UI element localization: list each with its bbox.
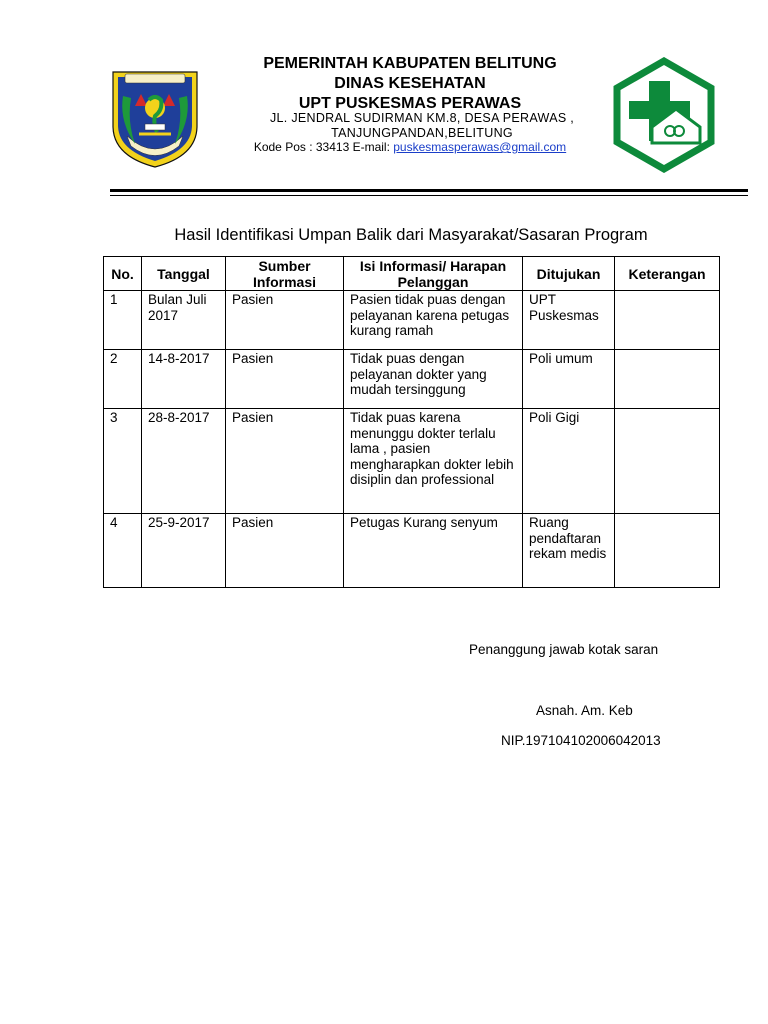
cell-isi: Tidak puas karena menunggu dokter terlalu lama , pasien mengharapkan dokter lebih disiplin dan professional [344, 409, 523, 514]
cell-isi: Petugas Kurang senyum [344, 514, 523, 588]
column-header-isi: Isi Informasi/ Harapan Pelanggan [344, 257, 523, 291]
cell-keterangan [615, 514, 720, 588]
cell-sumber: Pasien [226, 409, 344, 514]
kabupaten-belitung-emblem-icon [105, 66, 205, 170]
header-address-line1: JL. JENDRAL SUDIRMAN KM.8, DESA PERAWAS , [269, 111, 575, 125]
cell-isi: Pasien tidak puas dengan pelayanan karena petugas kurang ramah [344, 291, 523, 350]
column-header-keterangan: Keterangan [615, 257, 720, 291]
cell-keterangan [615, 350, 720, 409]
header-department: DINAS KESEHATAN [334, 75, 486, 92]
puskesmas-logo-icon [612, 57, 716, 173]
signature-name: Asnah. Am. Keb [536, 703, 633, 718]
cell-ditujukan: Ruang pendaftaran rekam medis [523, 514, 615, 588]
header-address-line2: TANJUNGPANDAN,BELITUNG [331, 126, 513, 140]
cell-isi: Tidak puas dengan pelayanan dokter yang mudah tersinggung [344, 350, 523, 409]
header-divider-thin [110, 195, 748, 196]
cell-tanggal: 28-8-2017 [142, 409, 226, 514]
cell-no: 3 [104, 409, 142, 514]
signature-role: Penanggung jawab kotak saran [469, 642, 659, 657]
cell-sumber: Pasien [226, 291, 344, 350]
table-row [104, 514, 720, 588]
cell-keterangan [615, 409, 720, 514]
column-header-tanggal: Tanggal [142, 257, 226, 291]
email-link[interactable]: puskesmasperawas@gmail.com [393, 140, 567, 154]
table-row [104, 291, 720, 350]
cell-no: 1 [104, 291, 142, 350]
column-header-ditujukan: Ditujukan [523, 257, 615, 291]
cell-keterangan [615, 291, 720, 350]
column-header-sumber: Sumber Informasi [226, 257, 344, 291]
cell-tanggal: Bulan Juli 2017 [142, 291, 226, 350]
cell-no: 2 [104, 350, 142, 409]
table-row [104, 350, 720, 409]
signature-nip: NIP.197104102006042013 [501, 733, 661, 748]
postal-code: Kode Pos : 33413 E-mail: [253, 140, 394, 154]
cell-tanggal: 25-9-2017 [142, 514, 226, 588]
cell-no: 4 [104, 514, 142, 588]
header-divider-thick [110, 189, 748, 192]
feedback-table [103, 256, 720, 588]
cell-sumber: Pasien [226, 350, 344, 409]
header-contact [210, 140, 610, 154]
header-government: PEMERINTAH KABUPATEN BELITUNG [263, 55, 557, 72]
document-title: Hasil Identifikasi Umpan Balik dari Masyarakat/Sasaran Program [174, 226, 648, 244]
cell-ditujukan: Poli umum [523, 350, 615, 409]
cell-sumber: Pasien [226, 514, 344, 588]
cell-tanggal: 14-8-2017 [142, 350, 226, 409]
cell-ditujukan: Poli Gigi [523, 409, 615, 514]
table-header-row [104, 257, 720, 291]
cell-ditujukan: UPT Puskesmas [523, 291, 615, 350]
column-header-no: No. [104, 257, 142, 291]
header-upt: UPT PUSKESMAS PERAWAS [298, 95, 522, 112]
table-row [104, 409, 720, 514]
